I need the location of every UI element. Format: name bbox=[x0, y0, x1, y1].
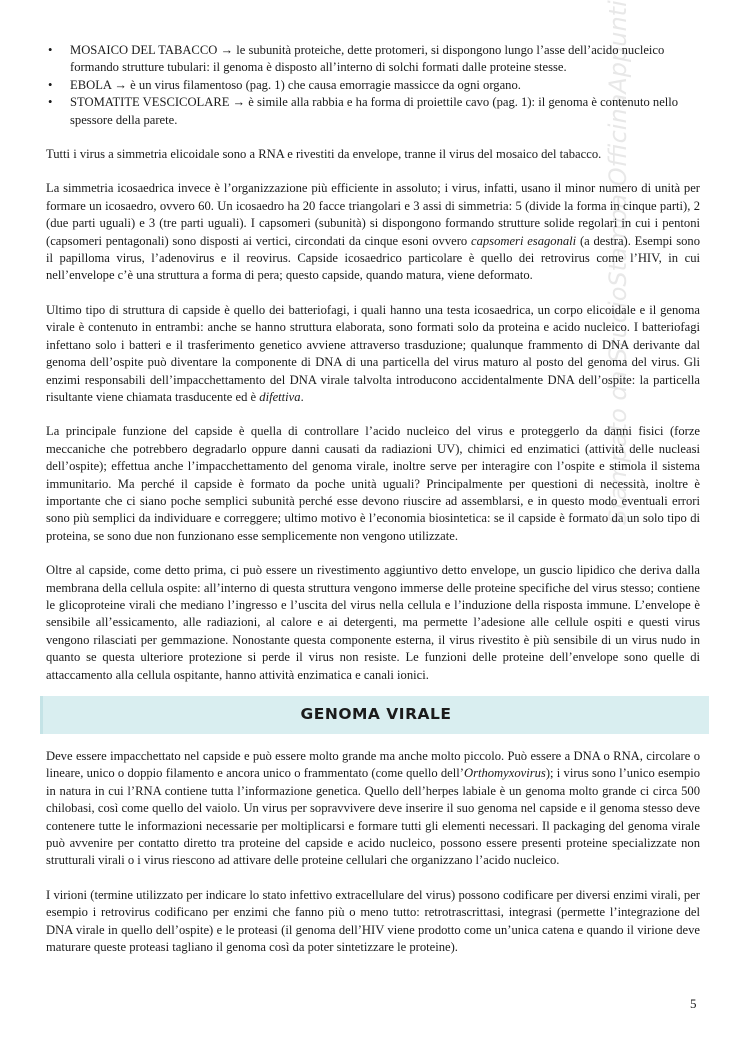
section-header-genoma bbox=[40, 696, 709, 734]
paragraph-icosaedrica: La simmetria icosaedrica invece è l’organizzazione più efficiente in assoluto; i virus, infatti, usano il minor numero di unità per formare un icosaedro, ovvero 60. Un icosaedro ha 20 facce triangolari e 3 assi di simmetria: 5 (divide la forma in cinque parti), 2 (due parti uguali) e 3 (tre parti uguali). I capsomeri (subunità) si dispongono formando strutture solide regolari in cui i pentoni (capsomeri pentagonali) sono disposti ai vertici, circondati da cinque esoni ovvero capsomeri esagonali (a destra). Esempi sono il papilloma virus, l’adenovirus e il reovirus. Capside icosaedrico particolare è quello dei retrovirus come l’HIV, in cui nell’envelope c’è una struttura a forma di pera; questo capside, quando matura, viene deformato. bbox=[46, 181, 700, 283]
bullet-stomatite: • STOMATITE VESCICOLARE → è simile alla rabbia e ha forma di proiettile cavo (pag. 1): il genoma è contenuto nello spessore della parete. bbox=[70, 94, 700, 129]
emphasis-orthomyxovirus: Orthomyxovirus bbox=[463, 766, 546, 781]
paragraph-elicoidale: Tutti i virus a simmetria elicoidale sono a RNA e rivestiti da envelope, tranne il virus del mosaico del tabacco. bbox=[46, 147, 602, 162]
page-content bbox=[46, 42, 700, 956]
bullet-mosaico: • MOSAICO DEL TABACCO → le subunità proteiche, dette protomeri, si dispongono lungo l’asse dell’acido nucleico formando strutture tubulari: il genoma è disposto all’interno di solchi formati dalle proteine stesse. bbox=[70, 42, 700, 77]
watermark: Stampato da StudioStampa OfficinaAppunti bbox=[604, 0, 632, 525]
paragraph-envelope: Oltre al capside, come detto prima, ci può essere un rivestimento aggiuntivo detto envelope, un guscio lipidico che deriva dalla membrana della cellula ospite: all’interno di questa struttura vengono immerse delle proteine specifiche del virus stesso; contiene le glicoproteine virali che mediano l’ingresso e l’uscita del virus nella cellula e l’induzione della risposta immune. L’envelope è sensibile all’essicamento, alle radiazioni, al calore e ai detergenti, ma permette l’adesione alle cellule ospiti e questi virus vengono rilasciati per gemmazione. Nonostante questa componente esterna, il virus rivestito è più sensibile di un virus nudo in quanto se questa ulteriore protezione si perde il virus non resiste. Le funzioni delle proteine dell’envelope sono quelle di attaccamento alla cellula ospitante, hanno attività enzimatica e canali ionici. bbox=[46, 563, 700, 682]
section-title: GENOMA VIRALE bbox=[300, 705, 452, 724]
bullet-ebola: • EBOLA → è un virus filamentoso (pag. 1) che causa emorragie massicce da ogni organo. bbox=[70, 77, 700, 94]
paragraph-funzione-capside: La principale funzione del capside è quella di controllare l’acido nucleico del virus e proteggerlo da danni fisici (forze meccaniche che potrebbero degradarlo oppure danni causati da radiazioni UV), chimici ed enzimatici (attività delle nucleasi dell’ospite); effettua anche l’impacchettamento del genoma virale, inoltre serve per interagire con l’ospite e stimola il sistema immunitario. Ma perché il capside è formato da poche unità uguali? Principalmente per questioni di necessità, inoltre è importante che ci siano poche semplici subunità perché esse devono riuscire ad assemblarsi, e in questo modo eventuali errori sono più semplici da individuare e correggere; ultimo motivo è l’economia biosintetica: se il capside è formato da un solo tipo di proteina, se sono due non funzionano esse semplicemente non vengono utilizzate. bbox=[46, 424, 700, 543]
paragraph-genoma: Deve essere impacchettato nel capside e può essere molto grande ma anche molto piccolo. Può essere a DNA o RNA, circolare o lineare, unico o doppio filamento e ancora unico o frammentato (come quello dell’Orthomyxovirus); i virus sono l’unico esempio in natura in cui l’RNA contiene tutta l’informazione genetica. Quello dell’herpes labiale è un genoma molto grande ci circa 500 chilobasi, così come quello del vaiolo. Un virus per sopravvivere deve inserire il suo genoma nel capside e il genoma stesso deve contenere tutte le informazioni necessarie per moltiplicarsi e formare tutti gli elementi necessari. Il packaging del genoma virale può avvenire per contatto diretto tra proteine del capside e acido nucleico, possono essere presenti proteine specializzate non strutturali virali o i virus riescono ad attivare delle proteine cellulari che organizzano l’acido nucleico. bbox=[46, 749, 700, 868]
page-number: 5 bbox=[690, 996, 697, 1011]
emphasis-difettiva: difettiva bbox=[259, 389, 301, 404]
virus-bullet-list bbox=[46, 42, 700, 129]
emphasis-capsomeri: capsomeri esagonali bbox=[470, 233, 577, 248]
paragraph-batteriofagi: Ultimo tipo di struttura di capside è quello dei batteriofagi, i quali hanno una testa icosaedrica, un corpo elicoidale e il genoma virale è contenuto in entrambi: anche se hanno struttura elaborata, sono formati solo da proteina e acido nucleico. I batteriofagi infettano solo i batteri e il trasferimento genetico avviene attraverso trasduzione; qualunque frammento di DNA derivante dal genoma dell’ospite può diventare la componente di DNA di una particella del virus maturo al posto del genoma del virus. Gli enzimi responsabili dell’impacchettamento del DNA virale talvolta introducono accidentalmente DNA dell’ospite: la particella risultante viene chiamata trasducente ed è difettiva. bbox=[46, 302, 700, 404]
paragraph-virioni: I virioni (termine utilizzato per indicare lo stato infettivo extracellulare del virus) possono codificare per diversi enzimi virali, per esempio i retrovirus codificano per enzimi che fanno più o meno tutto: retrotrascrittasi, integrasi (permette l’integrazione del DNA virale in quello dell’ospite) e le proteasi (il genoma dell’HIV viene prodotto come un’unica catena e quando il virione deve maturare queste proteasi tagliano il genoma così da poter sintetizzare le proteine). bbox=[46, 887, 700, 955]
